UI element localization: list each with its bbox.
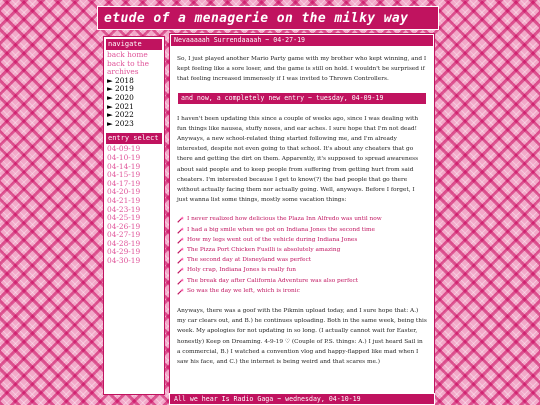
entry-link[interactable]: 04-23-19 bbox=[107, 204, 141, 214]
navigate-heading: navigate bbox=[106, 39, 162, 50]
nav-link-home[interactable]: back home bbox=[107, 50, 148, 59]
list-item bbox=[177, 245, 427, 255]
list-item-text: How my legs went out of the vehicle during Indiana Jones bbox=[187, 236, 358, 243]
magic-wand-icon bbox=[177, 247, 184, 254]
list-item bbox=[177, 286, 427, 296]
entry-link[interactable]: 04-25-19 bbox=[107, 213, 141, 223]
sidebar bbox=[103, 36, 165, 395]
entry-link[interactable]: 04-29-19 bbox=[107, 247, 141, 257]
entry-link[interactable]: 04-17-19 bbox=[107, 178, 141, 188]
magic-wand-icon bbox=[177, 216, 184, 223]
main-content[interactable] bbox=[169, 33, 435, 405]
entry-link[interactable]: 04-20-19 bbox=[107, 187, 141, 197]
list-item-text: So was the day we left, which is ironic bbox=[187, 287, 300, 294]
nav-year-2019[interactable]: ► 2019 bbox=[107, 84, 134, 94]
list-item bbox=[177, 265, 427, 275]
nav-year-2020[interactable]: ► 2020 bbox=[107, 92, 134, 102]
list-item bbox=[177, 276, 427, 286]
magic-wand-icon bbox=[177, 278, 184, 285]
entry-select-heading: entry select bbox=[106, 133, 162, 144]
site-title: etude of a menagerie on the milky way bbox=[104, 11, 409, 26]
post-header: Nevaaaaah Surrendaaaah ~ 04-27-19 bbox=[171, 35, 433, 46]
entry-closing: Anyways, there was a goof with the Pikmin upload today, and I sure hope that: A.) my car clears out, and B.) he continues uploading. Both in the same week, being this week. My apologies for not updating in so long. (I actually cannot wait for Easter, honestly) Keep on Dreaming. 4-9-19 ♡ (Couple of P.S. things: A.) I just heard Sail in a commercial, B.) I watched a convention vlog and happy-flapped like mad when I saw his face, and C.) the internet is being weird and that scares me.) bbox=[177, 308, 427, 366]
list-item-text: The Pizza Port Chicken Fusilli is absolutely amazing bbox=[187, 247, 341, 254]
entry-intro: I haven't been updating this since a couple of weeks ago, since I was dealing with fun things like nausea, stuffy noses, and ear aches. I sure hope that I'm not dead! Anyways, a new school-related thing started following me, and I'm already interested, despite not even going to that school. It's about any cheaters that go there and getting the dirt on them. Apparently, it's supposed to spread awareness about said people and to keep people from suffering from getting hurt from said cheaters. I'm interested because I get to know(?) the bad people that go there without actually facing them nor actually going. Well, anyways. Before I forget, I just wanna list some things, mostly some vacation things: bbox=[177, 115, 419, 204]
nav-year-2023[interactable]: ► 2023 bbox=[107, 118, 134, 128]
entry-link[interactable]: 04-14-19 bbox=[107, 161, 141, 171]
magic-wand-icon bbox=[177, 267, 184, 274]
nav-year-2021[interactable]: ► 2021 bbox=[107, 101, 134, 111]
entry-link[interactable]: 04-21-19 bbox=[107, 195, 141, 205]
entry-link[interactable]: 04-30-19 bbox=[107, 256, 141, 266]
site-header bbox=[97, 6, 439, 30]
post-paragraph: So, I just played another Mario Party game with my brother who kept winning, and I kept feeling like a sore loser, and the game is still on hold. I wouldn't be surprised if that feeling increased immensely if I was invited to Thrown Controllers. bbox=[177, 56, 427, 83]
magic-wand-icon bbox=[177, 288, 184, 295]
nav-list bbox=[104, 50, 164, 128]
list-item bbox=[177, 214, 427, 224]
entry-link[interactable]: 04-28-19 bbox=[107, 238, 141, 248]
list-item bbox=[177, 225, 427, 235]
list-item-text: I had a big smile when we got on Indiana Jones the second time bbox=[187, 226, 375, 233]
list-item-text: I never realized how delicious the Plaza Inn Alfredo was until now bbox=[187, 216, 382, 223]
nav-year-2018[interactable]: ► 2018 bbox=[107, 75, 134, 85]
list-item-text: The second day at Disneyland was perfect bbox=[187, 257, 312, 264]
list-item-text: The break day after California Adventure was also perfect bbox=[187, 277, 359, 284]
magic-wand-icon bbox=[177, 227, 184, 234]
entry-link[interactable]: 04-27-19 bbox=[107, 230, 141, 240]
nav-year-2022[interactable]: ► 2022 bbox=[107, 110, 134, 120]
vacation-list bbox=[170, 214, 434, 296]
magic-wand-icon bbox=[177, 237, 184, 244]
list-item-text: Holy crap, Indiana Jones is really fun bbox=[187, 267, 297, 274]
entry-link[interactable]: 04-26-19 bbox=[107, 221, 141, 231]
entry-link[interactable]: 04-09-19 bbox=[107, 144, 141, 154]
entry-header: and now, a completely new entry ~ tuesday, 04-09-19 bbox=[178, 93, 426, 104]
entry-list bbox=[104, 144, 164, 265]
entry-link[interactable]: 04-15-19 bbox=[107, 170, 141, 180]
nav-link-archives[interactable]: back to the archives bbox=[107, 58, 149, 77]
magic-wand-icon bbox=[177, 257, 184, 264]
list-item bbox=[177, 255, 427, 265]
list-item bbox=[177, 235, 427, 245]
entry-link[interactable]: 04-10-19 bbox=[107, 152, 141, 162]
next-post-header: All we hear Is Radio Gaga ~ wednesday, 04-10-19 bbox=[169, 393, 435, 405]
